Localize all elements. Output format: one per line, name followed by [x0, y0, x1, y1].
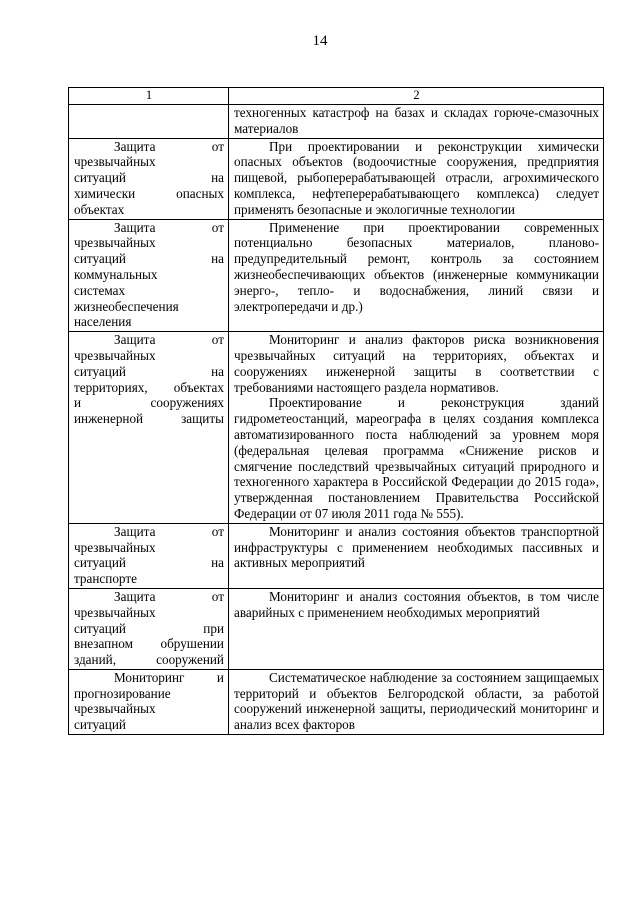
row-measures-cell	[229, 105, 604, 139]
category-line: химически опасных	[74, 185, 224, 201]
category-line: коммунальных	[74, 266, 158, 282]
category-line: чрезвычайных	[74, 539, 156, 555]
row-category-cell	[69, 105, 229, 139]
category-line: ситуаций	[74, 717, 126, 733]
table-row	[69, 332, 604, 524]
category-line: транспорте	[74, 571, 137, 587]
row-category-cell	[69, 219, 229, 332]
column-header-1: 1	[69, 88, 229, 105]
row-measures-cell	[229, 588, 604, 669]
category-line: системах	[74, 282, 126, 298]
category-line: Защита от	[114, 219, 224, 235]
category-line: объектах	[74, 201, 125, 217]
category-line: ситуаций на	[74, 170, 224, 186]
category-line: Защита от	[114, 523, 224, 539]
page-number: 14	[312, 33, 328, 49]
category-line: зданий, сооружений	[74, 652, 224, 668]
column-header-2: 2	[229, 88, 604, 105]
category-line: ситуаций на	[74, 555, 224, 571]
category-line: Защита от	[114, 588, 224, 604]
row-category-cell	[69, 669, 229, 734]
row-measures-cell	[229, 523, 604, 588]
row-measures-cell	[229, 332, 604, 524]
row-measures-cell	[229, 219, 604, 332]
category-line: и сооружениях	[74, 395, 224, 411]
measure-paragraph: Мониторинг и анализ состояния объектов, в том числе аварийных с применением необходимых мероприятий	[234, 588, 599, 620]
table-row	[69, 219, 604, 332]
category-line: населения	[74, 314, 132, 330]
category-line: чрезвычайных	[74, 347, 156, 363]
category-line: чрезвычайных	[74, 604, 156, 620]
row-category-cell	[69, 332, 229, 524]
measure-paragraph: Систематическое наблюдение за состоянием защищаемых территорий и объектов Белгородской области, за работой сооружений инженерной защиты, периодический мониторинг и анализ всех факторов	[234, 669, 599, 733]
table-header-row	[69, 88, 604, 105]
measure-paragraph: Проектирование и реконструкция зданий гидрометеостанций, мареографа в целях создания комплекса автоматизированного поста наблюдений за уровнем моря (федеральная целевая программа «Снижение рисков и смягчение последствий чрезвычайных ситуаций природного и техногенного характера в Российской Федерации до 2015 года», утвержденная постановлением Правительства Российской Федерации от 07 июля 2011 года № 555).	[234, 395, 599, 521]
row-category-cell	[69, 588, 229, 669]
category-line: территориях, объектах	[74, 379, 224, 395]
category-line: Защита от	[114, 332, 224, 348]
row-measures-cell	[229, 138, 604, 219]
measure-paragraph: При проектировании и реконструкции химически опасных объектов (водоочистные сооружения, предприятия пищевой, рыбоперерабатывающей отрасли, агрохимического комплекса, нефтеперерабатывающего комплекса) следует применять безопасные и экологичные технологии	[234, 138, 599, 217]
category-line: чрезвычайных	[74, 701, 156, 717]
category-line: прогнозирование	[74, 685, 171, 701]
measure-paragraph: Мониторинг и анализ факторов риска возникновения чрезвычайных ситуаций на территориях, объектах и сооружениях инженерной защиты в соответствии с требованиями настоящего раздела нормативов.	[234, 332, 599, 395]
norms-table	[68, 87, 604, 735]
measure-paragraph: Применение при проектировании современных потенциально безопасных материалов, планово-предупредительный ремонт, контроль за состоянием жизнеобеспечивающих объектов (инженерные коммуникации энерго-, тепло- и водоснабжения, линий связи и электропередачи и др.)	[234, 219, 599, 314]
table-row	[69, 105, 604, 139]
table-row	[69, 669, 604, 734]
measure-paragraph: техногенных катастроф на базах и складах горюче-смазочных материалов	[234, 105, 599, 136]
measure-paragraph: Мониторинг и анализ состояния объектов транспортной инфраструктуры с применением необходимых пассивных и активных мероприятий	[234, 523, 599, 571]
category-line: чрезвычайных	[74, 154, 156, 170]
table-row	[69, 523, 604, 588]
table-row	[69, 588, 604, 669]
category-line: чрезвычайных	[74, 235, 156, 251]
row-category-cell	[69, 523, 229, 588]
category-line: ситуаций на	[74, 363, 224, 379]
category-line: ситуаций на	[74, 251, 224, 267]
category-line: Мониторинг и	[114, 669, 224, 685]
category-line: внезапном обрушении	[74, 636, 224, 652]
row-measures-cell	[229, 669, 604, 734]
table-row	[69, 138, 604, 219]
category-line: жизнеобеспечения	[74, 298, 179, 314]
row-category-cell	[69, 138, 229, 219]
category-line: Защита от	[114, 138, 224, 154]
category-line: инженерной защиты	[74, 411, 224, 427]
category-line: ситуаций при	[74, 620, 224, 636]
